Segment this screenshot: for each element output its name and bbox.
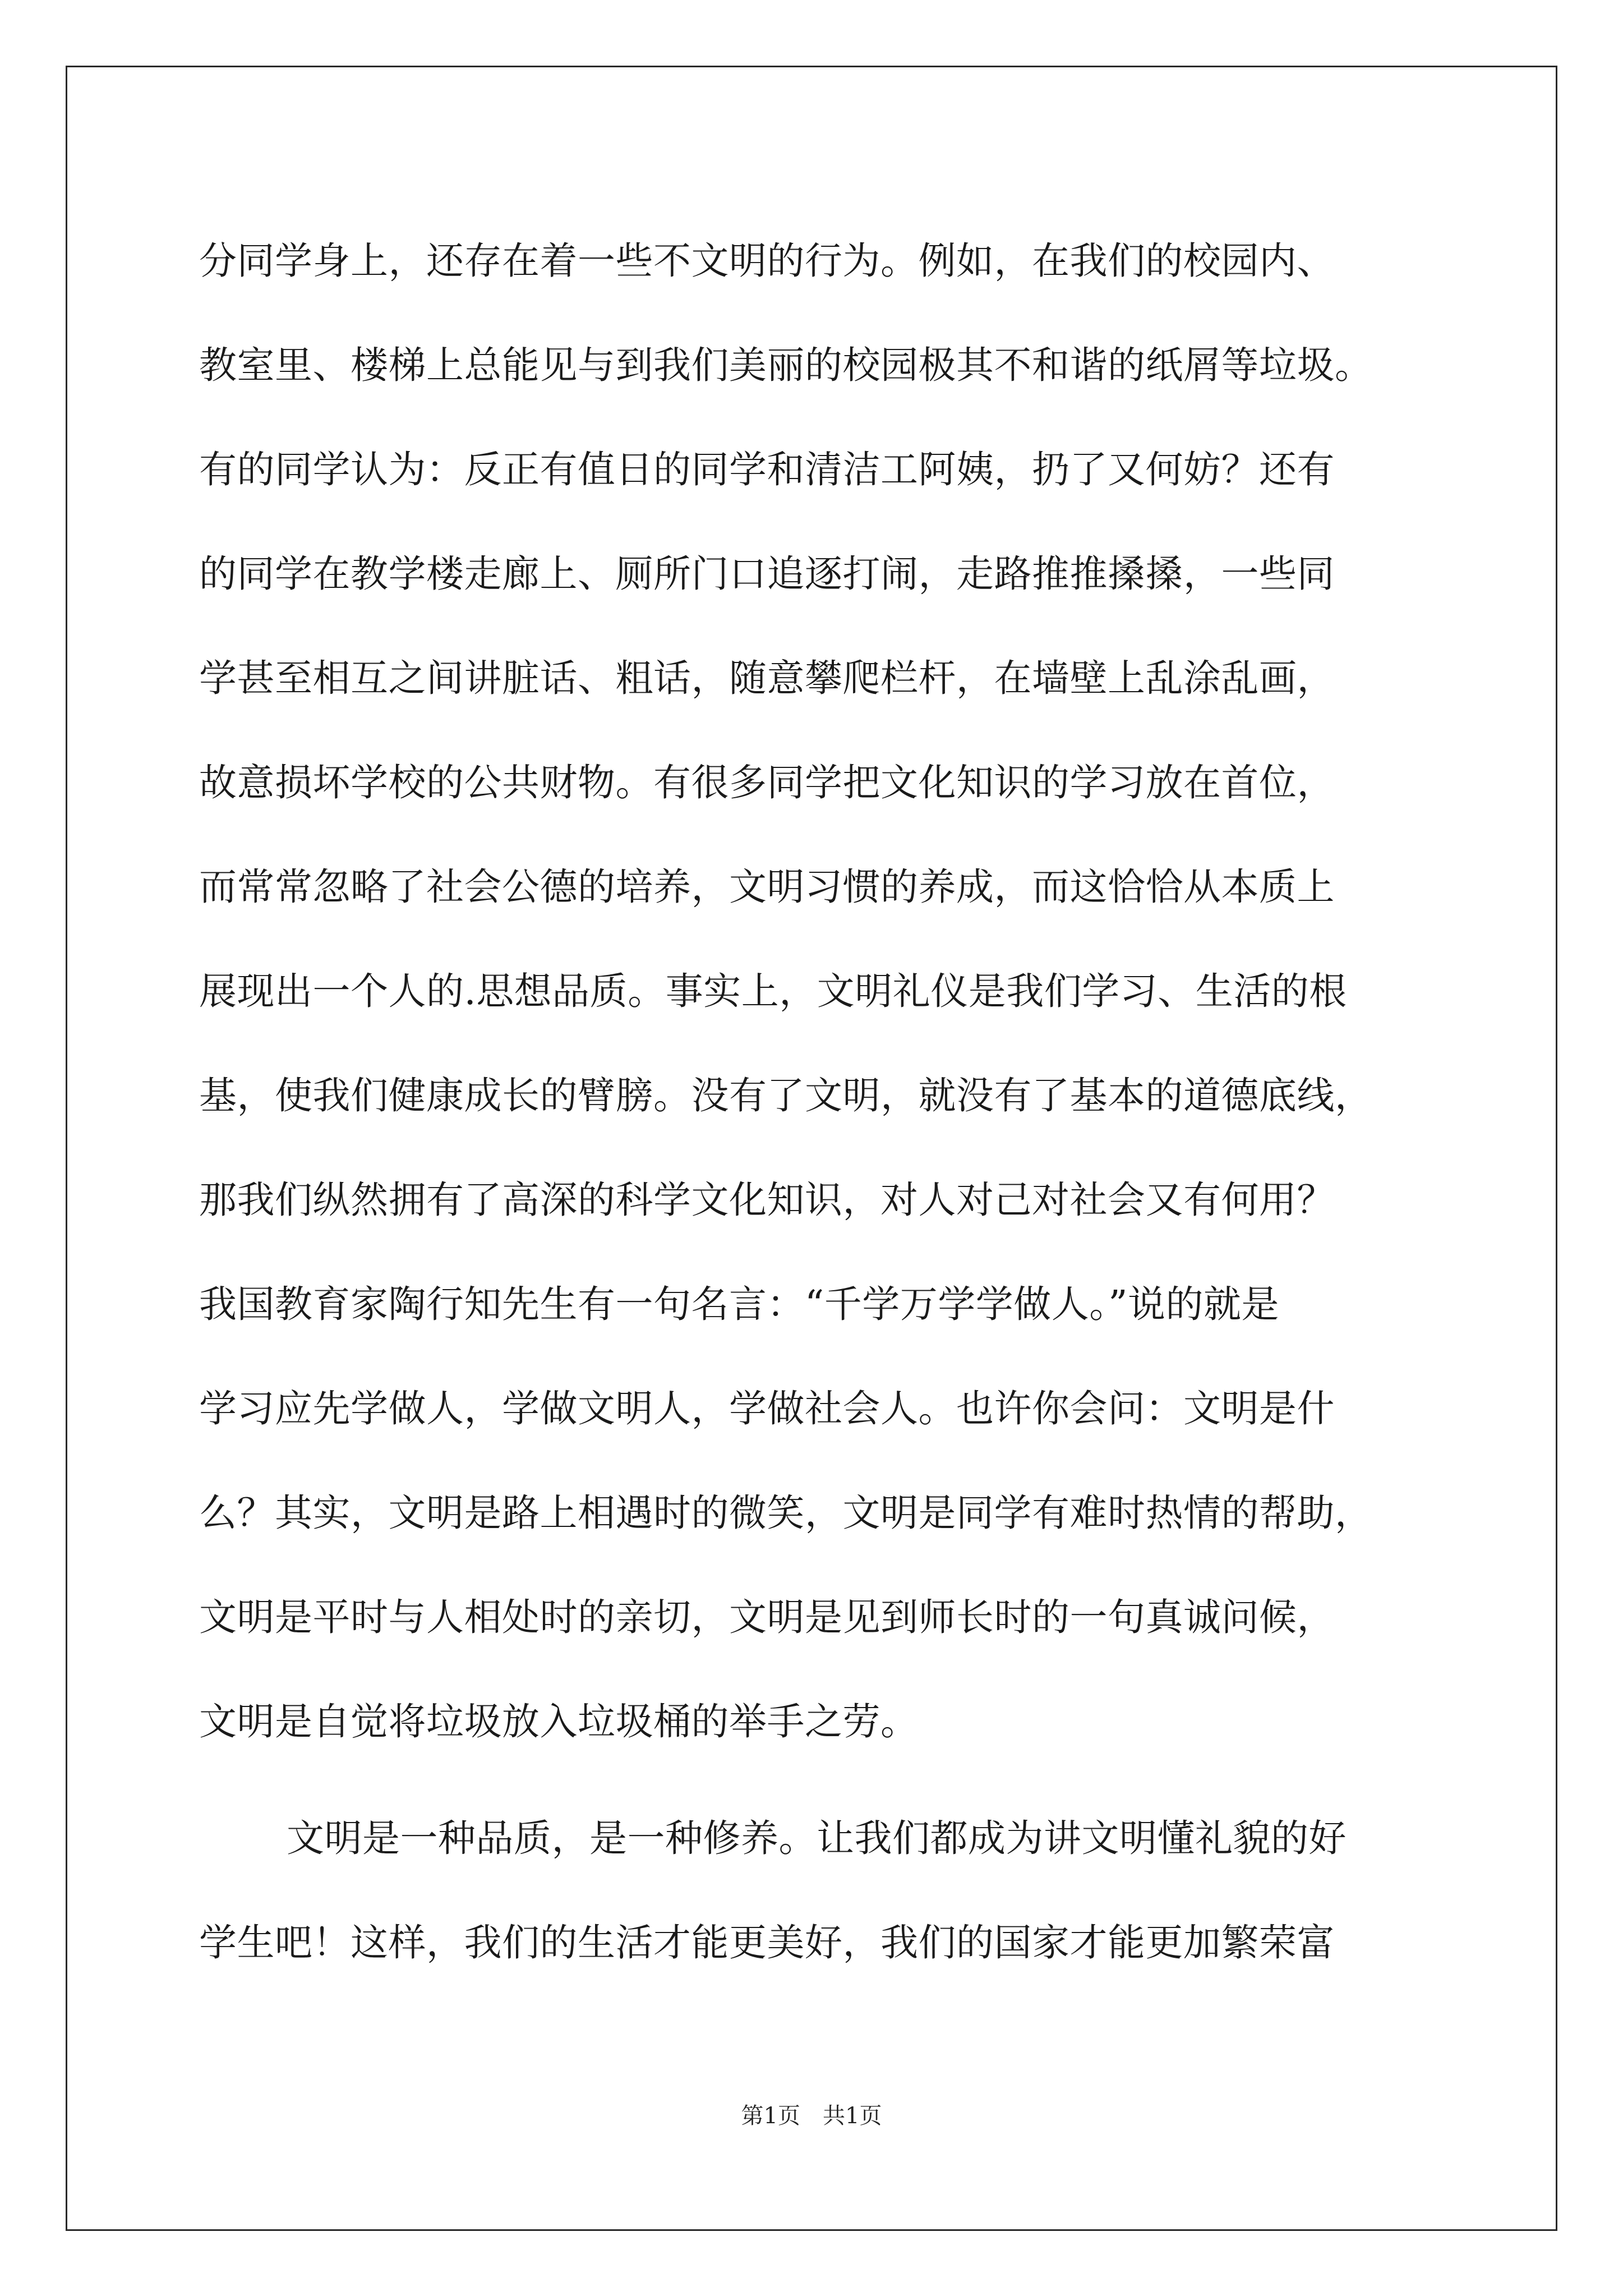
text-line: 我国教育家陶行知先生有一句名言：“千学万学学做人。”说的就是 xyxy=(199,1282,1280,1326)
text-line: 学生吧！这样，我们的生活才能更美好，我们的国家才能更加繁荣富 xyxy=(199,1921,1335,1964)
text-line: 而常常忽略了社会公德的培养，文明习惯的养成，而这恰恰从本质上 xyxy=(199,865,1335,909)
text-line: 文明是自觉将垃圾放入垃圾桶的举手之劳。 xyxy=(199,1700,919,1743)
page-number-footer: 第1页 共1页 xyxy=(741,2103,882,2129)
text-line: 文明是平时与人相处时的亲切，文明是见到师长时的一句真诚问候， xyxy=(199,1595,1335,1639)
text-line: 学甚至相互之间讲脏话、粗话，随意攀爬栏杆，在墙壁上乱涂乱画， xyxy=(199,656,1335,700)
text-line: 学习应先学做人，学做文明人，学做社会人。也许你会问：文明是什 xyxy=(199,1387,1335,1430)
text-line: 展现出一个人的.思想品质。事实上，文明礼仪是我们学习、生活的根 xyxy=(199,969,1347,1013)
text-line: 分同学身上，还存在着一些不文明的行为。例如，在我们的校园内、 xyxy=(199,239,1335,283)
text-line: 有的同学认为：反正有值日的同学和清洁工阿姨，扔了又何妨？还有 xyxy=(199,448,1335,491)
paragraph-first-line: 文明是一种品质，是一种修养。让我们都成为讲文明懂礼貌的好 xyxy=(287,1816,1347,1860)
text-line: 教室里、楼梯上总能见与到我们美丽的校园极其不和谐的纸屑等垃圾。 xyxy=(199,343,1373,387)
text-line: 的同学在教学楼走廊上、厕所门口追逐打闹，走路推推搡搡，一些同 xyxy=(199,552,1335,596)
document-body xyxy=(199,209,1433,1995)
text-line: 基，使我们健康成长的臂膀。没有了文明，就没有了基本的道德底线， xyxy=(199,1074,1373,1117)
text-line: 那我们纵然拥有了高深的科学文化知识，对人对己对社会又有何用？ xyxy=(199,1178,1335,1222)
text-line: 故意损坏学校的公共财物。有很多同学把文化知识的学习放在首位， xyxy=(199,761,1335,804)
text-line: 么？其实，文明是路上相遇时的微笑，文明是同学有难时热情的帮助， xyxy=(199,1491,1373,1535)
